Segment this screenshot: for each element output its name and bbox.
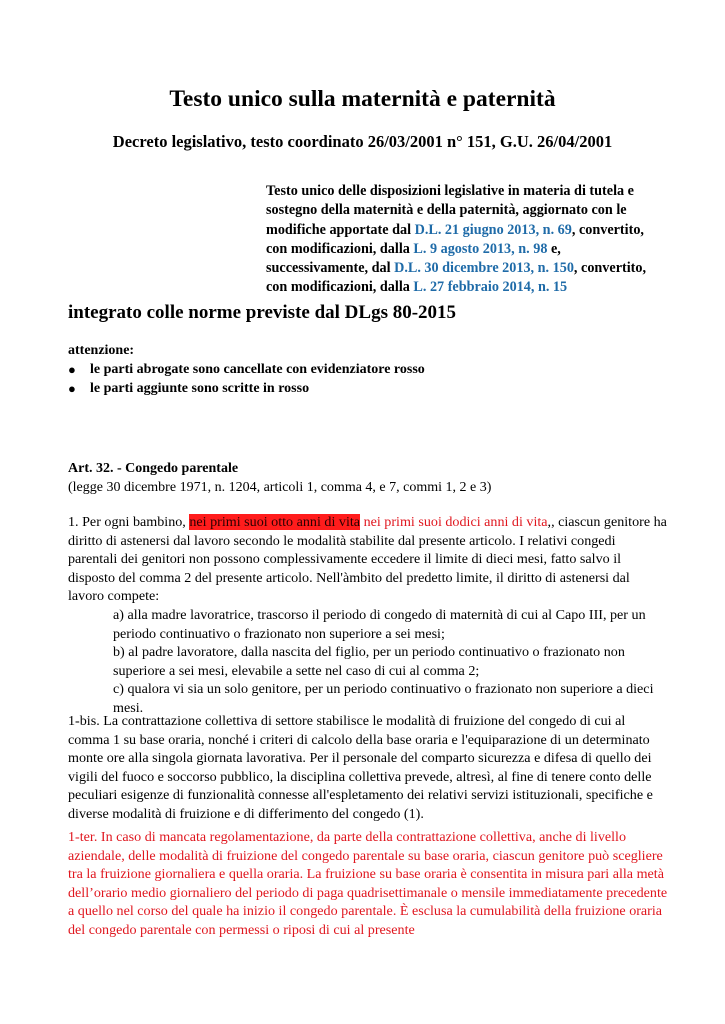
article-source: (legge 30 dicembre 1971, n. 1204, articoli 1, comma 4, e 7, commi 1, 2 e 3) — [68, 479, 492, 495]
integrato-heading: integrato colle norme previste dal DLgs 80-2015 — [68, 302, 457, 323]
paragraph-1 — [68, 513, 668, 718]
intro-text-4: , convertito, con modificazioni, dalla — [266, 260, 647, 296]
attenzione-label: attenzione: — [68, 343, 135, 358]
list-item-text: le parti aggiunte sono scritte in rosso — [90, 381, 310, 396]
intro-text-2: , convertito, con modificazioni, dalla — [266, 221, 644, 257]
link-dl-30-dicembre-2013[interactable]: D.L. 30 dicembre 2013, n. 150 — [394, 260, 574, 277]
list-item — [68, 360, 425, 379]
paragraph-1-item-c: c) qualora vi sia un solo genitore, per un periodo continuativo o frazionato non superiore a dieci mesi. — [113, 681, 654, 716]
link-l-27-febbraio-2014[interactable]: L. 27 febbraio 2014, n. 15 — [413, 279, 568, 296]
link-dl-21-giugno-2013[interactable]: D.L. 21 giugno 2013, n. 69 — [414, 221, 572, 238]
removed-text-highlight: nei primi suoi otto anni di vita — [189, 514, 361, 530]
article-header — [68, 460, 491, 497]
paragraph-1-ter: 1-ter. In caso di mancata regolamentazione, da parte della contrattazione collettiva, anche di livello aziendale, delle modalità di fruizione del congedo parentale su base oraria, ciascun genitore può scegliere tra la fruizione giornaliera e quella oraria. La fruizione su base oraria è consentita in misura pari alla metà dell’orario medio giornaliero del periodo di paga quadrisettimanale o mensile immediatamente precedente a quello nel corso del quale ha inizio il congedo parentale. È esclusa la cumulabilità della fruizione oraria del congedo parentale con permessi o riposi di cui al presente — [68, 829, 668, 938]
intro-text-3: e, successivamente, dal — [266, 240, 561, 277]
intro-paragraph — [266, 182, 666, 298]
attenzione-list — [68, 360, 425, 398]
attenzione-block — [68, 341, 425, 398]
document-title: Testo unico sulla maternità e paternità — [169, 86, 556, 112]
paragraph-1-main — [68, 513, 668, 606]
document-subtitle: Decreto legislativo, testo coordinato 26/03/2001 n° 151, G.U. 26/04/2001 — [112, 132, 613, 151]
bullet-icon: ● — [68, 362, 76, 377]
paragraph-1-item-a: a) alla madre lavoratrice, trascorso il periodo di congedo di maternità di cui al Capo III, per un periodo continuativo o frazionato non superiore a sei mesi; — [113, 606, 646, 642]
intro-text-1: Testo unico delle disposizioni legislative in materia di tutela e sostegno della maternità e della paternità, aggiornato con le modifiche apportate dal — [266, 183, 634, 238]
list-item — [68, 379, 425, 398]
paragraph-1-item-b: b) al padre lavoratore, dalla nascita del figlio, per un periodo continuativo o frazionato non superiore a sei mesi, elevabile a sette nel caso di cui al comma 2; — [113, 644, 625, 679]
paragraph-1-rest: ,, ciascun genitore ha diritto di astenersi dal lavoro secondo le modalità stabilite dal presente articolo. I relativi congedi parentali dei genitori non possono complessivamente eccedere il limite di dieci mesi, fatto salvo il disposto del comma 2 del presente articolo. Nell'àmbito del predetto limite, il diritto di astenersi dal lavoro compete: — [68, 514, 667, 605]
list-item-text: le parti abrogate sono cancellate con evidenziatore rosso — [90, 362, 425, 377]
bullet-icon: ● — [68, 381, 76, 396]
added-text: nei primi suoi dodici anni di vita — [360, 514, 548, 530]
paragraph-1-lead: 1. Per ogni bambino, — [68, 514, 190, 530]
paragraph-1-bis: 1-bis. La contrattazione collettiva di settore stabilisce le modalità di fruizione del congedo di cui al comma 1 su base oraria, nonché i criteri di calcolo della base oraria e l'equiparazione di un determinato monte ore alla singola giornata lavorativa. Per il personale del comparto sicurezza e difesa di quello dei vigili del fuoco e soccorso pubblico, la disciplina collettiva prevede, altresì, al fine di tenere conto delle peculiari esigenze di funzionalità connesse all'espletamento dei relativi servizi istituzionali, specifiche e diverse modalità di fruizione e di differimento del congedo (1). — [68, 713, 653, 822]
link-l-9-agosto-2013[interactable]: L. 9 agosto 2013, n. 98 — [413, 240, 548, 257]
article-title: Art. 32. - Congedo parentale — [68, 461, 239, 476]
